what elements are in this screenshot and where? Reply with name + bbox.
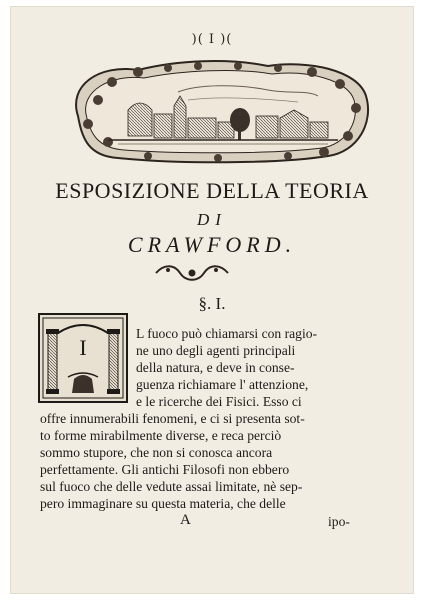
text-line: L fuoco può chiamarsi con ragio-: [136, 326, 318, 341]
page-title: ESPOSIZIONE DELLA TEORIA: [55, 178, 369, 203]
catchword: ipo-: [328, 514, 350, 529]
initial-letter: I: [79, 335, 87, 360]
text-line: ne uno degli agenti principali: [136, 343, 296, 358]
text-line: pero immaginare su questa materia, che delle: [40, 496, 286, 511]
body-text: [10, 6, 414, 594]
text-line: sul fuoco che delle vedute assai limitate, nè sep-: [40, 479, 303, 494]
text-line: offre innumerabili fenomeni, e ci si presenta sot-: [40, 411, 305, 426]
text-line: perfettamente. Gli antichi Filosofi non ebbero: [40, 462, 290, 477]
text-line: sommo stupore, che non si conosca ancora: [40, 445, 273, 460]
section-heading: §. I.: [198, 294, 226, 313]
title-name: CRAWFORD.: [127, 232, 297, 257]
text-line: guenza richiamare l' attenzione,: [136, 377, 309, 392]
signature-mark: A: [180, 512, 191, 528]
text-line: e le ricerche dei Fisici. Esso ci: [136, 394, 302, 409]
page-number: )( I )(: [191, 32, 233, 47]
text-line: della natura, e deve in conse-: [136, 360, 295, 375]
title-connector: DI: [197, 210, 227, 229]
text-line: to forme mirabilmente diverse, e reca perciò: [40, 428, 282, 443]
book-page: [10, 6, 414, 594]
